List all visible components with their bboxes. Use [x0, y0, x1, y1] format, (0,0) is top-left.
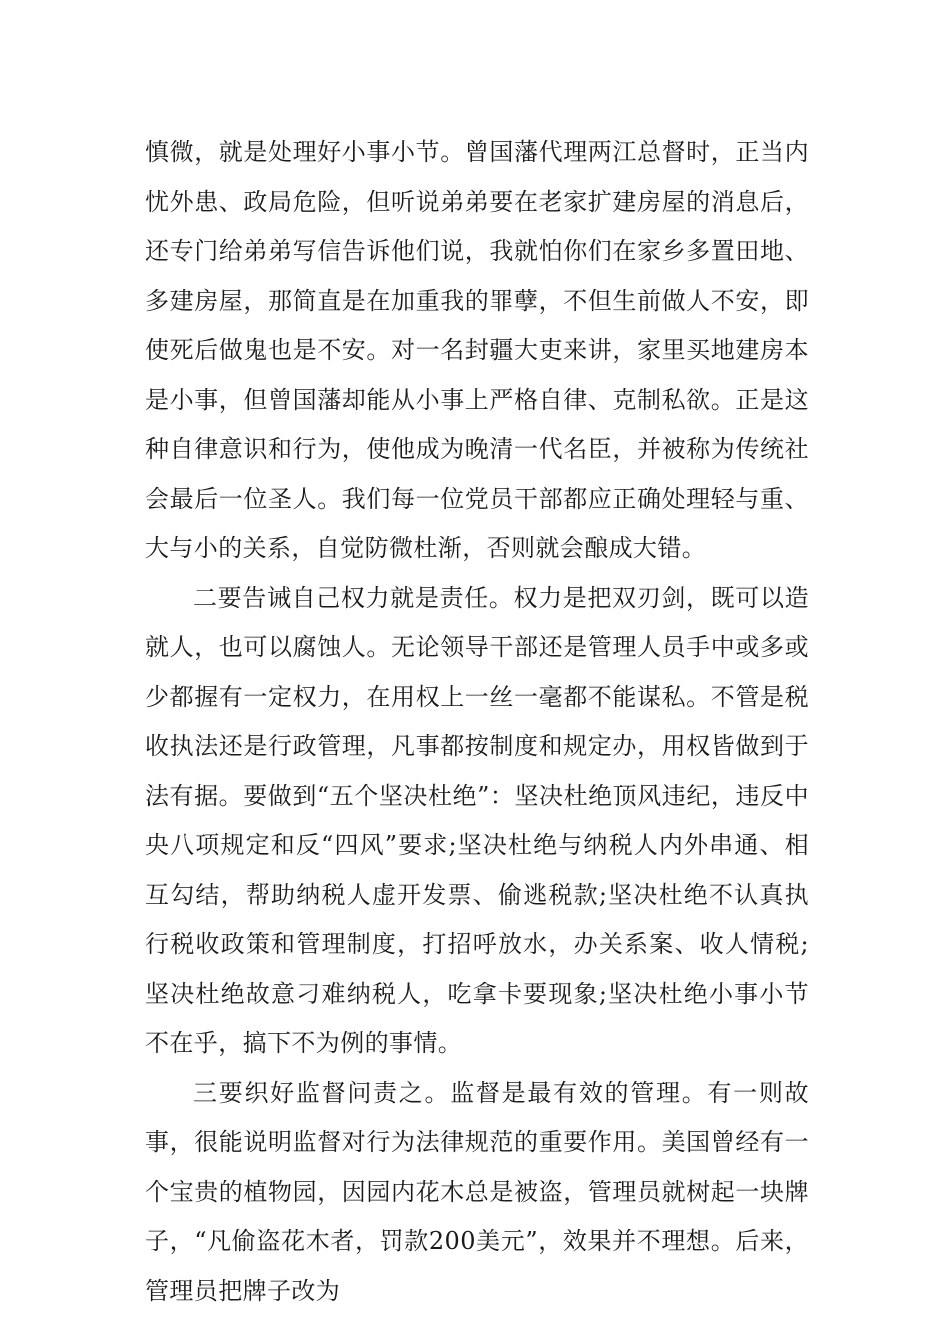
paragraph-1: 慎微，就是处理好小事小节。曾国藩代理两江总督时，正当内忧外患、政局危险，但听说弟弟要在老家扩建房屋的消息后，还专门给弟弟写信告诉他们说，我就怕你们在家乡多置田地、多建房屋，那简直是在加重我的罪孽，不但生前做人不安，即使死后做鬼也是不安。对一名封疆大吏来讲，家里买地建房本是小事，但曾国藩却能从小事上严格自律、克制私欲。正是这种自律意识和行为，使他成为晚清一代名臣，并被称为传统社会最后一位圣人。我们每一位党员干部都应正确处理轻与重、大与小的关系，自觉防微杜渐，否则就会酿成大错。: [145, 138, 809, 562]
paragraph-3: 三要织好监督问责之。监督是最有效的管理。有一则故事，很能说明监督对行为法律规范的重要作用。美国曾经有一个宝贵的植物园，因园内花木总是被盗，管理员就树起一块牌子，“凡偷盗花木者，罚款200美元”，效果并不理想。后来，管理员把牌子改为: [145, 1078, 809, 1305]
document-body: [145, 128, 809, 1316]
paragraph-2: 二要告诫自己权力就是责任。权力是把双刃剑，既可以造就人，也可以腐蚀人。无论领导干部还是管理人员手中或多或少都握有一定权力，在用权上一丝一毫都不能谋私。不管是税收执法还是行政管理，凡事都按制度和规定办，用权皆做到于法有据。要做到“五个坚决杜绝”：坚决杜绝顶风违纪，违反中央八项规定和反“四风”要求;坚决杜绝与纳税人内外串通、相互勾结，帮助纳税人虚开发票、偷逃税款;坚决杜绝不认真执行税收政策和管理制度，打招呼放水，办关系案、收人情税;坚决杜绝故意刁难纳税人，吃拿卡要现象;坚决杜绝小事小节不在乎，搞下不为例的事情。: [145, 583, 809, 1057]
